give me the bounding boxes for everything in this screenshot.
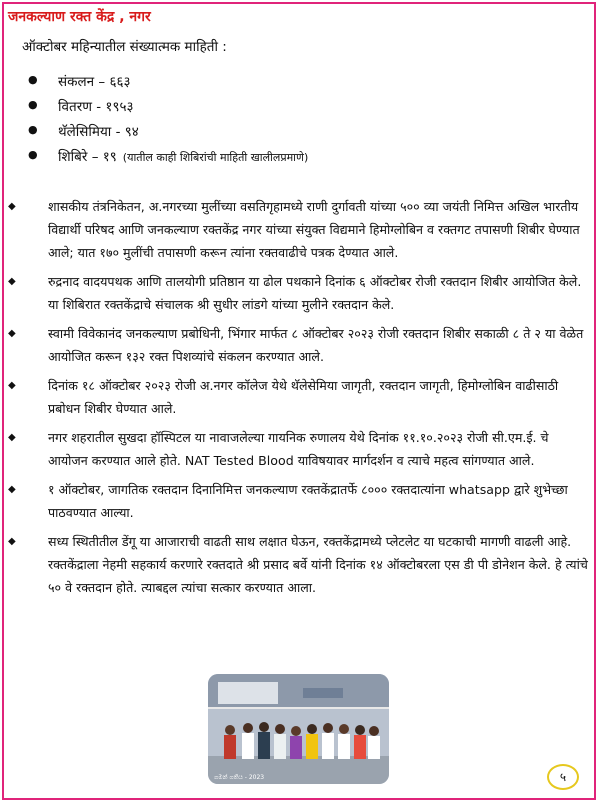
bullet-dot-icon: ● (28, 148, 38, 161)
activity-text: स्वामी विवेकानंद जनकल्याण प्रबोधिनी, भिंगार मार्फत ८ ऑक्टोबर २०२३ रोजी रक्तदान शिबीर सकाळी ८ ते २ या वेळेत आयोजित करून १३२ रक्त पिशव्यांचे संकलन करण्यात आले. (48, 326, 584, 364)
stat-note: (यातील काही शिबिरांची माहिती खालीलप्रमाणे) (122, 151, 309, 164)
activity-text: दिनांक १८ ऑक्टोबर २०२३ रोजी अ.नगर कॉलेज येथे थॅलेसेमिया जागृती, रक्तदान जागृती, हिमोग्लोबिन वाढीसाठी प्रबोधन शिबीर घेण्यात आले. (48, 378, 559, 416)
stat-label: संकलन – ६६३ (58, 74, 131, 90)
activity-text: सध्य स्थितीतील डेंगू या आजाराची वाढती साथ लक्षात घेऊन, रक्तकेंद्रामध्ये प्लेटलेट या घटकाची मागणी वाढली आहे. रक्तकेंद्राला नेहमी सहकार्य करणारे रक्तदाते श्री प्रसाद बर्वे यांनी दिनांक १४ ऑक्टोबरला एस डी पी डोनेशन केले. हे त्यांचे ५० वे रक्तदान होते. त्याबद्दल त्यांचा सत्कार करण्यात आला. (48, 534, 588, 595)
activity-text: रुद्रनाद वादयपथक आणि तालयोगी प्रतिष्ठान या ढोल पथकाने दिनांक ६ ऑक्टोबर रोजी रक्तदान शिबीर आयोजित केले. या शिबिरात रक्तकेंद्राचे संचालक श्री सुधीर लांडगे यांच्या मुलीने रक्तदान केले. (48, 274, 582, 312)
activity-text: शासकीय तंत्रनिकेतन, अ.नगरच्या मुलींच्या वसतिगृहामध्ये राणी दुर्गावती यांच्या ५०० व्या जयंती निमित्त अखिल भारतीय विद्यार्थी परिषद आणि जनकल्याण रक्तकेंद्र नगर यांच्या संयुक्त विद्यमाने हिमोग्लोबिन व रक्तगट तपासणी शिबीर घेण्यात आले; यात १७० मुलींची तपासणी करून त्यांना रक्तवाढीचे पत्रक देण्यात आले. (48, 199, 580, 260)
activity-item (8, 374, 588, 420)
stat-label: थॅलेसिमिया - ९४ (58, 124, 139, 140)
activity-text: १ ऑक्टोबर, जागतिक रक्तदान दिनानिमित्त जनकल्याण रक्तकेंद्रातर्फे ८००० रक्तदात्यांना whatsapp द्वारे शुभेच्छा पाठवण्यात आल्या. (48, 482, 568, 520)
page-number: ५ (547, 764, 579, 790)
stat-label-text: शिबिरे – १९ (58, 149, 117, 165)
group-photo-image (208, 674, 389, 784)
activity-item (8, 195, 588, 264)
page-title: जनकल्याण रक्त केंद्र , नगर (8, 9, 151, 25)
stat-label: वितरण - १९५३ (58, 99, 134, 115)
activity-list (8, 195, 588, 605)
bullet-dot-icon: ● (28, 98, 38, 111)
bullet-dot-icon: ● (28, 73, 38, 86)
activity-item (8, 270, 588, 316)
activity-item (8, 530, 588, 599)
diamond-bullet-icon: ◆ (8, 380, 16, 391)
photo-caption: ගමන් ගතිය - 2023 (214, 774, 265, 781)
activity-item (8, 426, 588, 472)
activity-item (8, 478, 588, 524)
diamond-bullet-icon: ◆ (8, 536, 16, 547)
bullet-dot-icon: ● (28, 123, 38, 136)
section-heading: ऑक्टोबर महिन्यातील संख्यात्मक माहिती : (22, 39, 227, 55)
stat-label (58, 147, 308, 165)
activity-item (8, 322, 588, 368)
diamond-bullet-icon: ◆ (8, 276, 16, 287)
event-photo (208, 674, 389, 784)
diamond-bullet-icon: ◆ (8, 484, 16, 495)
diamond-bullet-icon: ◆ (8, 432, 16, 443)
diamond-bullet-icon: ◆ (8, 328, 16, 339)
activity-text: नगर शहरातील सुखदा हॉस्पिटल या नावाजलेल्या गायनिक रुणालय येथे दिनांक ११.१०.२०२३ रोजी सी.एम.ई. चे आयोजन करण्यात आले होते. NAT Tested Blood याविषयावर मार्गदर्शन व त्याचे महत्व सांगण्यात आले. (48, 430, 549, 468)
diamond-bullet-icon: ◆ (8, 201, 16, 212)
